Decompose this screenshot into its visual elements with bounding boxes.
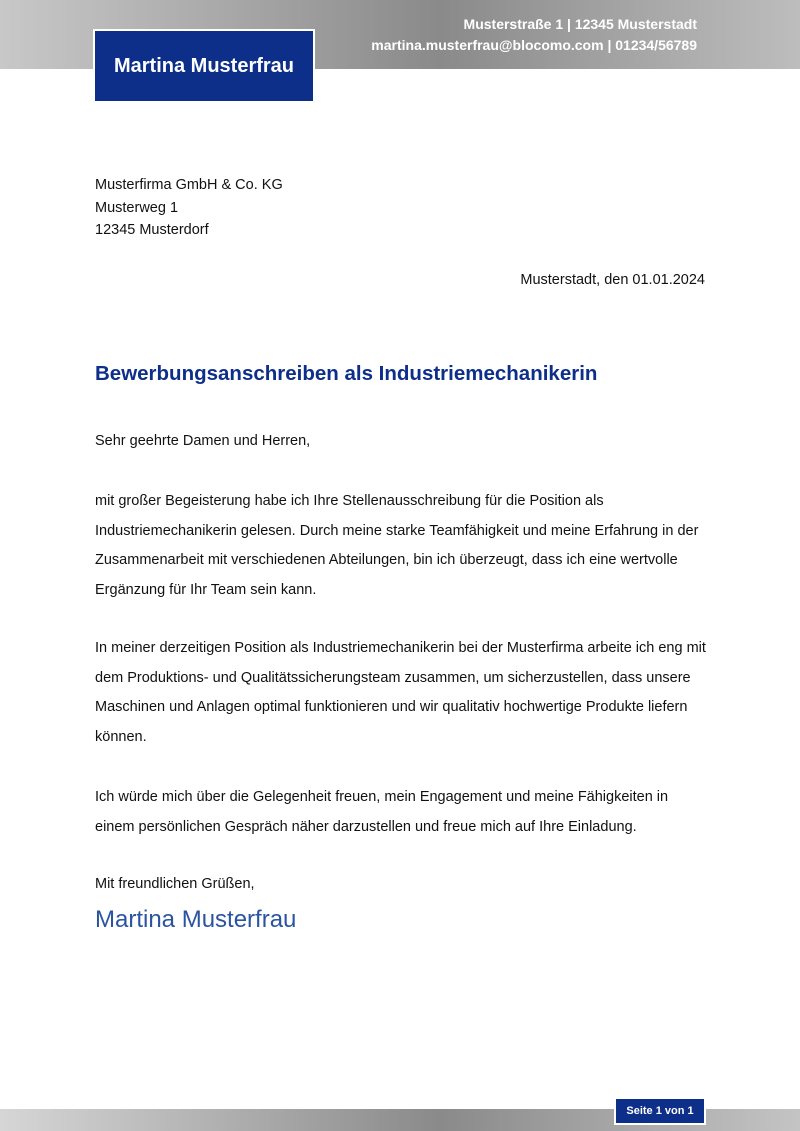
letter-subject: Bewerbungsanschreiben als Industriemechanikerin <box>95 362 598 385</box>
body-paragraph-1: mit großer Begeisterung habe ich Ihre Stellenausschreibung für die Position als Industriemechanikerin gelesen. Durch meine starke Teamfähigkeit und meine Erfahrung in der Zusammenarbeit mit verschiedenen Abteilungen, bin ich überzeugt, dass ich eine wertvolle Ergänzung für Ihr Team sein kann. <box>95 493 699 598</box>
page-number-box <box>614 1097 706 1125</box>
recipient-city: 12345 Musterdorf <box>95 222 209 238</box>
contact-block <box>371 14 697 56</box>
salutation: Sehr geehrte Damen und Herren, <box>95 433 311 449</box>
page-number: Seite 1 von 1 <box>626 1105 694 1117</box>
recipient-company: Musterfirma GmbH & Co. KG <box>95 177 283 193</box>
name-box <box>93 29 315 103</box>
letter-date: Musterstadt, den 01.01.2024 <box>520 272 705 288</box>
email-phone-line: martina.musterfrau@blocomo.com | 01234/56789 <box>371 37 697 53</box>
signature: Martina Musterfrau <box>95 906 297 933</box>
recipient-street: Musterweg 1 <box>95 199 179 216</box>
sender-name: Martina Musterfrau <box>113 54 295 77</box>
recipient-address <box>95 174 283 242</box>
body-paragraph-3: Ich würde mich über die Gelegenheit freuen, mein Engagement und meine Fähigkeiten in einem persönlichen Gespräch näher darzustellen und freue mich auf Ihre Einladung. <box>95 789 669 835</box>
body-paragraph-2: In meiner derzeitigen Position als Industriemechanikerin bei der Musterfirma arbeite ich eng mit dem Produktions- und Qualitätssicherungsteam zusammen, um sicherzustellen, dass unsere Maschinen und Anlagen optimal funktionieren und wir qualitativ hochwertige Produkte liefern können. <box>95 640 706 745</box>
closing: Mit freundlichen Grüßen, <box>95 876 255 892</box>
address-line: Musterstraße 1 | 12345 Musterstadt <box>463 16 697 32</box>
